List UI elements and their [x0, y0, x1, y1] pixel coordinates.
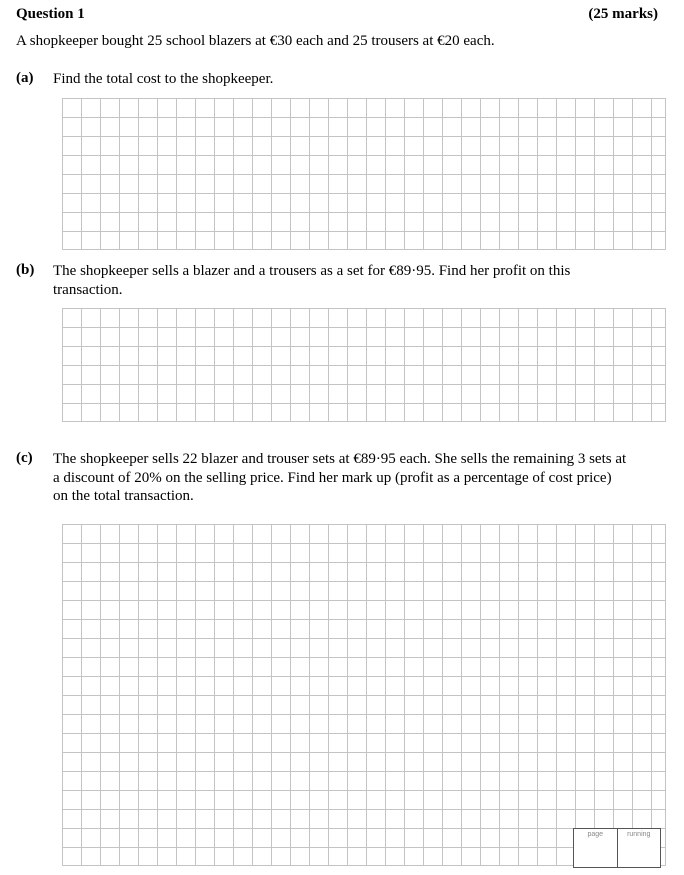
score-box [573, 828, 661, 868]
score-running-cell[interactable] [617, 829, 661, 867]
part-b-line-1: The shopkeeper sells a blazer and a trousers as a set for €89·95. Find her profit on this [53, 263, 571, 279]
question-marks: (25 marks) [588, 6, 658, 22]
answer-grid-b[interactable] [62, 308, 666, 422]
part-c-text [53, 450, 626, 506]
score-running-label: running [627, 831, 651, 838]
score-page-label: page [587, 831, 604, 838]
part-c-line-3: on the total transaction. [53, 488, 194, 504]
part-a-text [53, 70, 273, 89]
part-c-line-2: a discount of 20% on the selling price. Find her mark up (profit as a percentage of cost price) [53, 469, 612, 486]
question-title: Question 1 [16, 6, 85, 22]
answer-grid-a[interactable] [62, 98, 666, 250]
part-b-label: (b) [16, 262, 35, 278]
part-a-label: (a) [16, 70, 34, 86]
part-c-label: (c) [16, 450, 33, 466]
part-a-line-1: Find the total cost to the shopkeeper. [53, 71, 274, 87]
part-b-text [53, 262, 570, 299]
answer-grid-c[interactable] [62, 524, 666, 866]
question-intro: A shopkeeper bought 25 school blazers at €30 each and 25 trousers at €20 each. [16, 33, 495, 49]
part-b-line-2: transaction. [53, 281, 123, 298]
part-c-line-1: The shopkeeper sells 22 blazer and trouser sets at €89·95 each. She sells the remaining 3 sets at [53, 451, 627, 467]
score-page-cell[interactable] [574, 829, 617, 867]
